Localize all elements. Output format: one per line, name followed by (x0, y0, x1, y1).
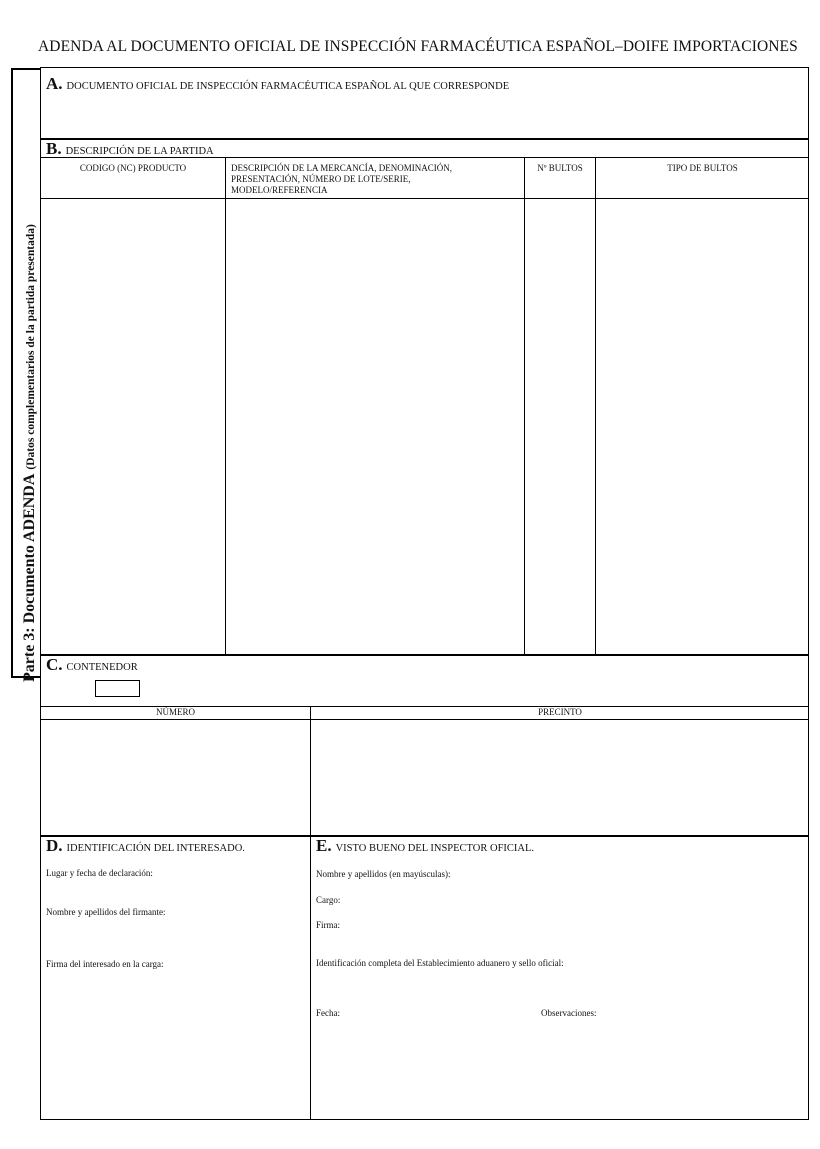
container-checkbox[interactable] (95, 680, 140, 697)
field-firma-interesado[interactable]: Firma del interesado en la carga: (46, 959, 164, 969)
section-b-header (46, 139, 214, 159)
table-b-top (40, 157, 809, 158)
page-title: ADENDA AL DOCUMENTO OFICIAL DE INSPECCIÓN FARMACÉUTICA ESPAÑOL–DOIFE IMPORTACIONES (38, 38, 798, 55)
section-d-letter: D. (46, 836, 63, 855)
table-b-cell-bultos[interactable] (525, 199, 594, 654)
column-header-descripcion: DESCRIPCIÓN DE LA MERCANCÍA, DENOMINACIÓN, PRESENTACIÓN, NÚMERO DE LOTE/SERIE, MODELO/REFERENCIA (231, 163, 453, 195)
table-b-cell-descripcion[interactable] (226, 199, 523, 654)
column-header-numero: NÚMERO (155, 707, 195, 717)
section-e-label: VISTO BUENO DEL INSPECTOR OFICIAL. (335, 843, 535, 854)
field-nombre-firmante[interactable]: Nombre y apellidos del firmante: (46, 907, 166, 917)
table-b-cell-codigo[interactable] (41, 199, 224, 654)
table-b-cell-tipo-bultos[interactable] (596, 199, 808, 654)
table-c-cell-precinto[interactable] (311, 720, 808, 834)
section-a-header (46, 74, 509, 94)
field-firma-inspector[interactable]: Firma: (316, 920, 340, 930)
section-c-letter: C. (46, 655, 63, 674)
divider-b-c (40, 654, 809, 656)
section-a-field[interactable] (41, 100, 808, 137)
table-c-cell-numero[interactable] (41, 720, 309, 834)
section-c-header (46, 655, 138, 675)
field-lugar-fecha[interactable]: Lugar y fecha de declaración: (46, 868, 153, 878)
section-c-label: CONTENEDOR (66, 662, 138, 673)
field-identificacion-establecimiento[interactable]: Identificación completa del Establecimiento aduanero y sello oficial: (316, 958, 564, 968)
column-header-codigo: CODIGO (NC) PRODUCTO (79, 163, 187, 173)
column-header-bultos: Nº BULTOS (537, 163, 583, 173)
section-d-label: IDENTIFICACIÓN DEL INTERESADO. (66, 843, 245, 854)
field-cargo[interactable]: Cargo: (316, 895, 341, 905)
section-a-label: DOCUMENTO OFICIAL DE INSPECCIÓN FARMACÉUTICA ESPAÑOL AL QUE CORRESPONDE (66, 81, 510, 92)
field-nombre-inspector[interactable]: Nombre y apellidos (en mayúsculas): (316, 869, 451, 879)
field-fecha[interactable]: Fecha: (316, 1008, 340, 1018)
section-a-letter: A. (46, 74, 63, 93)
section-d-header (46, 836, 245, 856)
section-e-letter: E. (316, 836, 332, 855)
section-b-letter: B. (46, 139, 62, 158)
column-header-precinto: PRECINTO (538, 707, 582, 717)
side-tab-main: Parte 3: Documento ADENDA (21, 473, 38, 682)
side-tab-sub: (Datos complementarios de la partida presentada) (25, 224, 37, 470)
section-b-label: DESCRIPCIÓN DE LA PARTIDA (65, 146, 214, 157)
field-observaciones[interactable]: Observaciones: (541, 1008, 597, 1018)
column-header-tipo-bultos: TIPO DE BULTOS (667, 163, 738, 173)
section-e-header (316, 836, 534, 856)
